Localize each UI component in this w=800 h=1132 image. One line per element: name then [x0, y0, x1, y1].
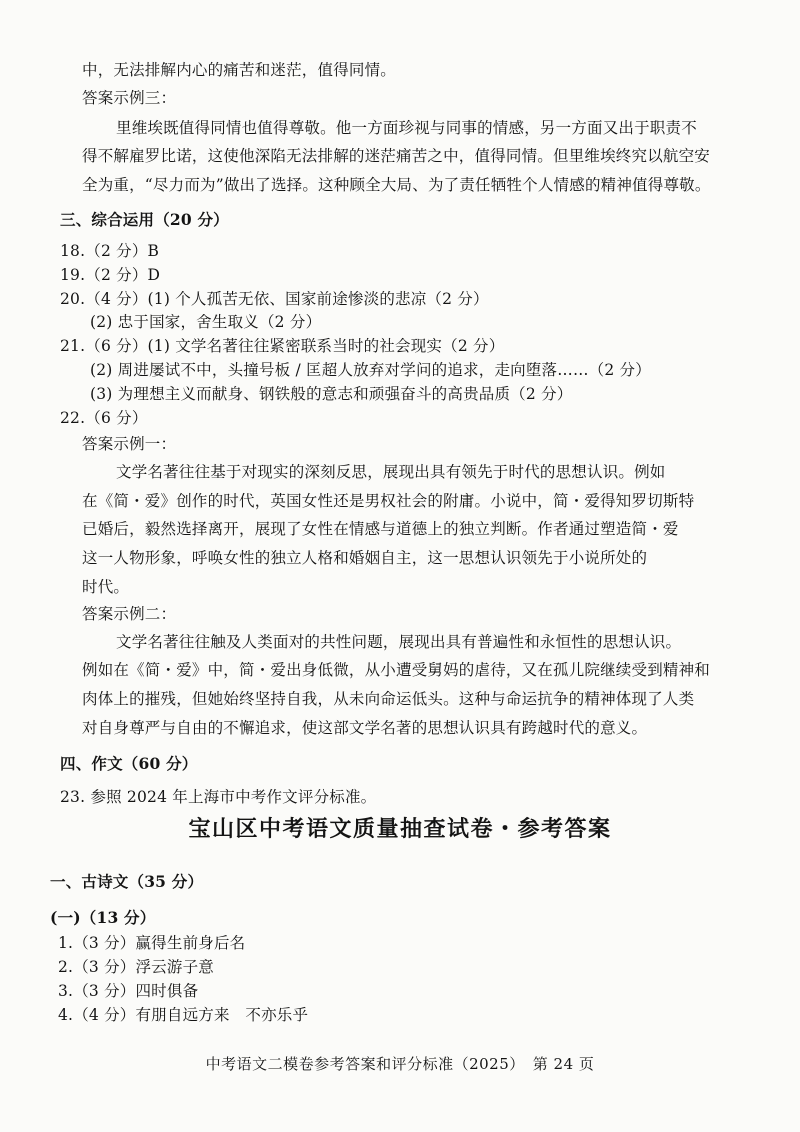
answer-item: 4.（4 分）有朋自远方来 不亦乐乎	[58, 1006, 309, 1024]
answer-item: 1.（3 分）赢得生前身后名	[58, 934, 246, 952]
answer-item: 20.（4 分）(1) 个人孤苦无依、国家前途惨淡的悲凉（2 分）	[60, 290, 489, 308]
answer-item: 23. 参照 2024 年上海市中考作文评分标准。	[60, 788, 377, 806]
section-heading: 四、作文（60 分）	[60, 754, 198, 773]
answer-item: (3) 为理想主义而献身、钢铁般的意志和顽强奋斗的高贵品质（2 分）	[90, 385, 573, 403]
answer-item: 18.（2 分）B	[60, 242, 160, 260]
text-line: 中，无法排解内心的痛苦和迷茫，值得同情。	[82, 61, 397, 79]
text-line: 文学名著往往基于对现实的深刻反思，展现出具有领先于时代的思想认识。例如	[116, 463, 666, 481]
answer-item: 2.（3 分）浮云游子意	[58, 958, 214, 976]
text-line: 例如在《简・爱》中，简・爱出身低微，从小遭受舅妈的虐待，又在孤儿院继续受到精神和	[82, 661, 711, 679]
answer-item: (2) 周进屡试不中，头撞号板 / 匡超人放弃对学问的追求，走向堕落……（2 分）	[90, 361, 651, 379]
answer-item: 22.（6 分）	[60, 409, 148, 427]
answer-item: 19.（2 分）D	[60, 266, 161, 284]
sample-answer-label: 答案示例一：	[82, 435, 177, 453]
answer-item: 21.（6 分）(1) 文学名著往往紧密联系当时的社会现实（2 分）	[60, 337, 505, 355]
text-line: 全为重，“尽力而为”做出了选择。这种顾全大局、为了责任牺牲个人情感的精神值得尊敬。	[82, 176, 711, 194]
page-footer: 中考语文二模卷参考答案和评分标准（2025） 第 24 页	[205, 1055, 595, 1073]
section-heading: 三、综合运用（20 分）	[60, 210, 229, 229]
text-line: 这一人物形象，呼唤女性的独立人格和婚姻自主，这一思想认识领先于小说所处的	[82, 549, 648, 567]
answer-item: (2) 忠于国家，舍生取义（2 分）	[90, 313, 322, 331]
text-line: 得不解雇罗比诺，这使他深陷无法排解的迷茫痛苦之中，值得同情。但里维埃终究以航空安	[82, 147, 711, 165]
answer-item: 3.（3 分）四时俱备	[58, 982, 199, 1000]
text-line: 文学名著往往触及人类面对的共性问题，展现出具有普遍性和永恒性的思想认识。	[116, 633, 682, 651]
text-line: 肉体上的摧残，但她始终坚持自我，从未向命运低头。这种与命运抗争的精神体现了人类	[82, 690, 695, 708]
sample-answer-label: 答案示例二：	[82, 605, 177, 623]
page-title: 宝山区中考语文质量抽查试卷・参考答案	[188, 817, 612, 842]
subsection-heading: (一)（13 分）	[50, 908, 156, 927]
text-line: 里维埃既值得同情也值得尊敬。他一方面珍视与同事的情感，另一方面又出于职责不	[116, 119, 697, 137]
text-line: 时代。	[82, 578, 130, 596]
text-line: 对自身尊严与自由的不懈追求，使这部文学名著的思想认识具有跨越时代的意义。	[82, 719, 648, 737]
text-line: 在《简・爱》创作的时代，英国女性还是男权社会的附庸。小说中，简・爱得知罗切斯特	[82, 492, 695, 510]
section-heading: 一、古诗文（35 分）	[50, 872, 204, 891]
sample-answer-label: 答案示例三：	[82, 89, 177, 107]
text-line: 已婚后，毅然选择离开，展现了女性在情感与道德上的独立判断。作者通过塑造简・爱	[82, 520, 679, 538]
